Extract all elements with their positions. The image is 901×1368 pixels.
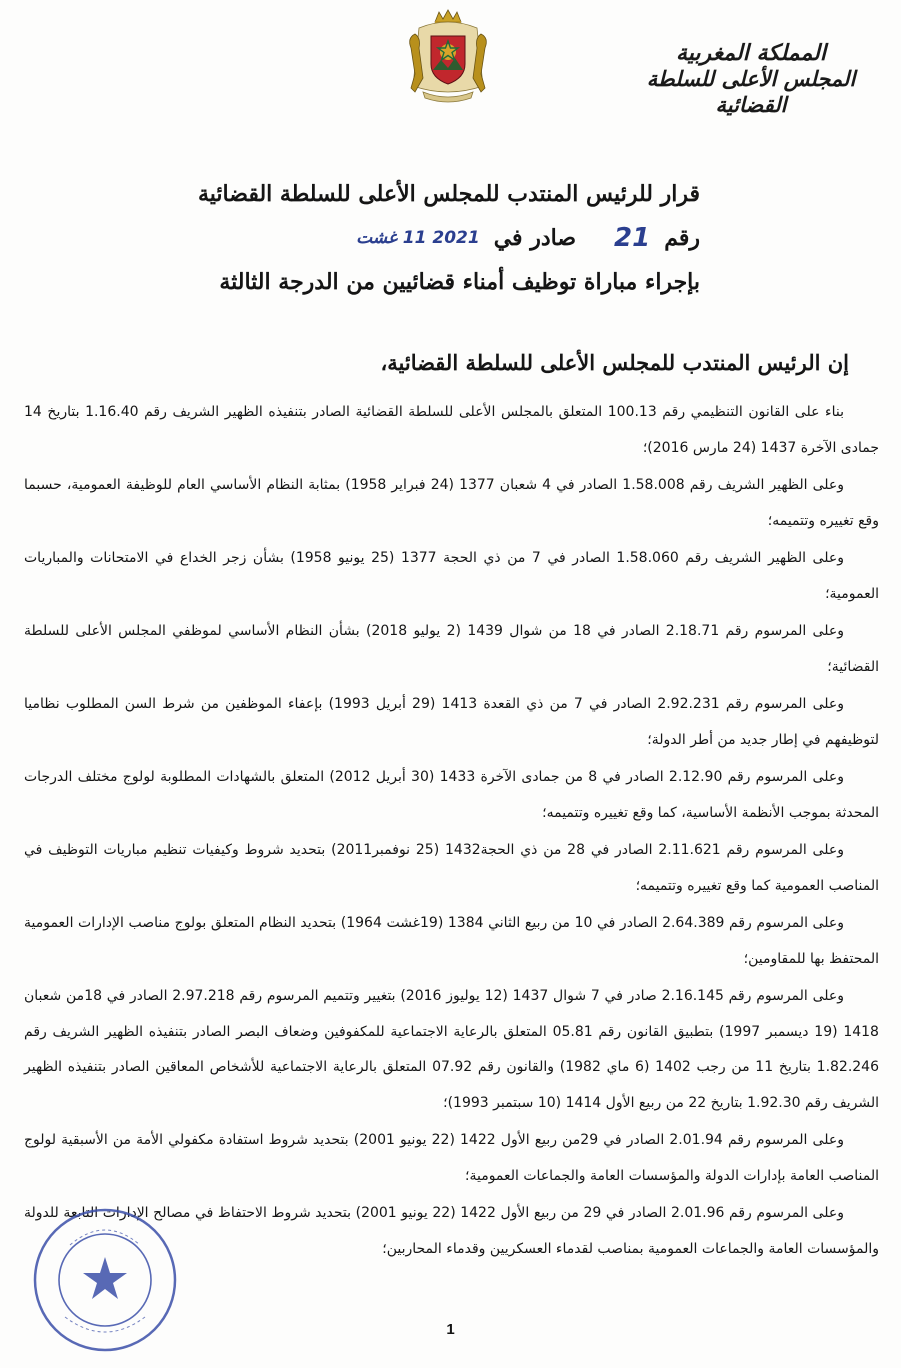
decision-number-line bbox=[210, 216, 700, 260]
paragraph: وعلى المرسوم رقم 2.01.96 الصادر في 29 من ربيع الأول 1422 (22 يونيو 2001) بتحديد شروط الاحتفاظ في مصالح الإدارات التابعة للدولة والمؤسسات العامة والجماعات العمومية بمناصب لقدماء العسكريين وقدماء المحاربين؛ bbox=[24, 1205, 879, 1257]
paragraph: وعلى المرسوم رقم 2.16.145 صادر في 7 شوال 1437 (12 يوليوز 2016) بتغيير وتتميم المرسوم رقم 2.97.218 الصادر في 18من شعبان 1418 (19 ديسمبر 1997) بتطبيق القانون رقم 05.81 المتعلق بالرعاية الاجتماعية للمكفوفين وضعاف البصر الصادر بتنفيذه الظهير الشريف رقم 1.82.246 بتاريخ 11 من رجب 1402 (6 ماي 1982) والقانون رقم 07.92 المتعلق بالرعاية الاجتماعية للأشخاص المعاقين الصادر بتنفيذه الظهير الشريف رقم 1.92.30 بتاريخ 22 من ربيع الأول 1414 (10 سبتمبر 1993)؛ bbox=[24, 988, 879, 1111]
coat-of-arms-icon bbox=[405, 8, 491, 104]
decision-date-stamp: 2021 11 غشت bbox=[356, 228, 480, 248]
preamble-heading: إن الرئيس المنتدب للمجلس الأعلى للسلطة القضائية، bbox=[380, 350, 849, 375]
decision-number: 21 bbox=[614, 223, 651, 253]
paragraph: وعلى المرسوم رقم 2.64.389 الصادر في 10 من ربيع الثاني 1384 (19غشت 1964) بتحديد النظام المتعلق بولوج مناصب الإدارات العمومية المحتفظ بها للمقاومين؛ bbox=[24, 915, 879, 967]
paragraph: وعلى المرسوم رقم 2.92.231 الصادر في 7 من ذي القعدة 1413 (29 أبريل 1993) بإعفاء الموظفين من شرط السن المطلوب نظاميا لتوظيفهم في إطار جديد من أطر الدولة؛ bbox=[24, 696, 879, 748]
preamble-body bbox=[24, 395, 879, 1267]
paragraph: بناء على القانون التنظيمي رقم 100.13 المتعلق بالمجلس الأعلى للسلطة القضائية الصادر بتنفيذه الظهير الشريف رقم 1.16.40 بتاريخ 14 جمادى الآخرة 1437 (24 مارس 2016)؛ bbox=[24, 404, 879, 456]
kingdom-name: المملكة المغربية bbox=[676, 40, 826, 66]
paragraph: وعلى المرسوم رقم 2.12.90 الصادر في 8 من جمادى الآخرة 1433 (30 أبريل 2012) المتعلق بالشهادات المطلوبة لولوج مختلف الدرجات المحدثة بموجب الأنظمة الأساسية، كما وقع تغييره وتتميمه؛ bbox=[24, 769, 879, 821]
issuer-header bbox=[631, 40, 871, 117]
title-line-1: قرار للرئيس المنتدب للمجلس الأعلى للسلطة القضائية bbox=[197, 181, 700, 207]
council-name: المجلس الأعلى للسلطة القضائية bbox=[646, 66, 856, 117]
title-line-3: بإجراء مباراة توظيف أمناء قضائيين من الدرجة الثالثة bbox=[219, 269, 700, 295]
paragraph: وعلى الظهير الشريف رقم 1.58.008 الصادر في 4 شعبان 1377 (24 فبراير 1958) بمثابة النظام الأساسي العام للوظيفة العمومية، حسبما وقع تغييره وتتميمه؛ bbox=[24, 477, 879, 529]
paragraph: وعلى الظهير الشريف رقم 1.58.060 الصادر في 7 من ذي الحجة 1377 (25 يونيو 1958) بشأن زجر الخداع في الامتحانات والمباريات العمومية؛ bbox=[24, 550, 879, 602]
number-label: رقم bbox=[664, 225, 700, 251]
page-number: 1 bbox=[446, 1321, 455, 1338]
paragraph: وعلى المرسوم رقم 2.11.621 الصادر في 28 من ذي الحجة1432 (25 نوفمبر2011) بتحديد شروط وكيفيات تنظيم مباريات التوظيف في المناصب العمومية كما وقع تغييره وتتميمه؛ bbox=[24, 842, 879, 894]
paragraph: وعلى المرسوم رقم 2.18.71 الصادر في 18 من شوال 1439 (2 يوليو 2018) بشأن النظام الأساسي لموظفي المجلس الأعلى للسلطة القضائية؛ bbox=[24, 623, 879, 675]
paragraph: وعلى المرسوم رقم 2.01.94 الصادر في 29من ربيع الأول 1422 (22 يونيو 2001) بتحديد شروط استفادة مكفولي الأمة من الأسبقية لولوج المناصب العامة بإدارات الدولة والمؤسسات العامة والجماعات العمومية؛ bbox=[24, 1132, 879, 1184]
issued-label: صادر في bbox=[493, 225, 577, 251]
decision-title bbox=[197, 172, 700, 304]
